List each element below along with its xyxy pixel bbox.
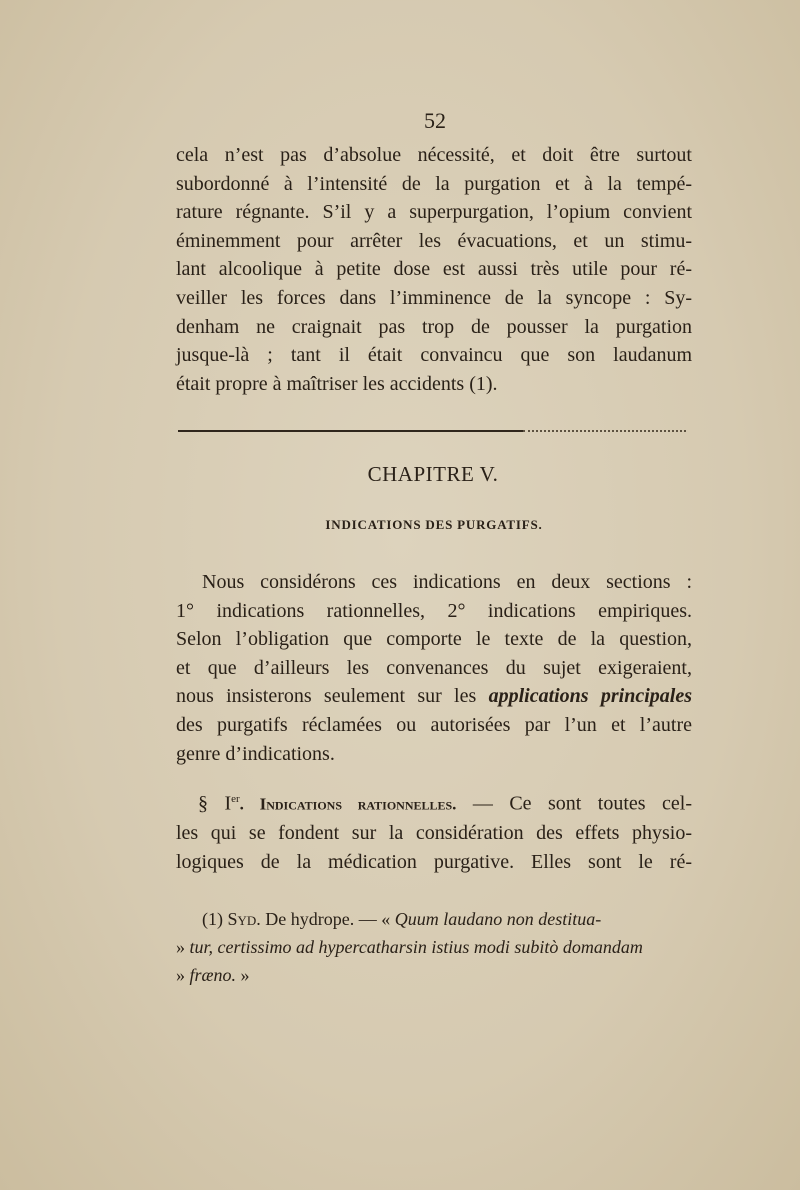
section-divider <box>178 430 686 433</box>
text-line: lant alcoolique à petite dose est aussi très utile pour ré- <box>176 258 692 281</box>
text-line: jusque-là ; tant il était convaincu que son laudanum <box>176 344 692 367</box>
text-line: des purgatifs réclamées ou autorisées par l’un et l’autre <box>176 713 692 736</box>
footnote-line <box>176 933 696 961</box>
chapter-subtitle: INDICATIONS DES PURGATIFS. <box>325 517 543 532</box>
chapter-title: CHAPITRE V. <box>367 462 499 486</box>
text-line: les qui se fondent sur la considération des effets physio- <box>176 822 692 845</box>
text-run: nous insisterons seulement sur les <box>176 685 489 708</box>
italic-emphasis: applications principales <box>488 685 692 708</box>
section-mark: § I <box>198 792 232 815</box>
page-number: 52 <box>424 108 446 133</box>
divider-solid <box>178 430 523 432</box>
text-line: rature régnante. S’il y a superpurgation, l’opium convient <box>176 201 692 224</box>
footnote-line <box>176 961 696 989</box>
paragraph-1 <box>176 141 692 398</box>
text-line: 1° indications rationnelles, 2° indications empiriques. <box>176 599 692 622</box>
text-line: denham ne craignait pas trop de pousser la purgation <box>176 315 692 338</box>
text-line: veiller les forces dans l’imminence de la syncope : Sy- <box>176 286 692 309</box>
footnote-close: » <box>236 965 250 985</box>
footnote-author: Syd. <box>227 909 261 929</box>
paragraph-3 <box>176 785 692 876</box>
footnote-guillemet: » <box>176 965 185 985</box>
text-line: logiques de la médication purgative. Elles sont le ré- <box>176 850 692 873</box>
footnote-quote: fræno. <box>189 965 237 985</box>
text-line: et que d’ailleurs les convenances du sujet exigeraient, <box>176 656 692 679</box>
footnote <box>176 905 696 989</box>
text-line: était propre à maîtriser les accidents (1). <box>176 372 498 395</box>
text-line: Selon l’obligation que comporte le texte de la question, <box>176 628 692 651</box>
text-run: — Ce sont toutes cel- <box>456 792 692 815</box>
section-heading-line <box>176 785 692 819</box>
section-superscript: er <box>231 793 240 805</box>
divider-dotted <box>523 430 686 432</box>
text-line-with-italic <box>176 682 692 711</box>
section-heading: . Indications rationnelles. <box>239 794 457 814</box>
paragraph-2 <box>176 568 692 768</box>
footnote-marker: (1) <box>202 909 223 929</box>
text-line: genre d’indications. <box>176 742 335 765</box>
footnote-line <box>176 905 696 933</box>
footnote-guillemet: » <box>176 937 185 957</box>
footnote-quote: Quum laudano non destitua- <box>394 909 602 929</box>
text-line: Nous considérons ces indications en deux sections : <box>202 571 692 593</box>
footnote-quote: tur, certissimo ad hypercatharsin istius modi subitò domandam <box>189 937 643 957</box>
text-line: cela n’est pas d’absolue nécessité, et doit être surtout <box>176 144 692 166</box>
text-line: éminemment pour arrêter les évacuations, et un stimu- <box>176 229 692 252</box>
text-line: subordonné à l’intensité de la purgation et à la tempé- <box>176 172 692 195</box>
footnote-work: De hydrope. — « <box>260 909 395 929</box>
